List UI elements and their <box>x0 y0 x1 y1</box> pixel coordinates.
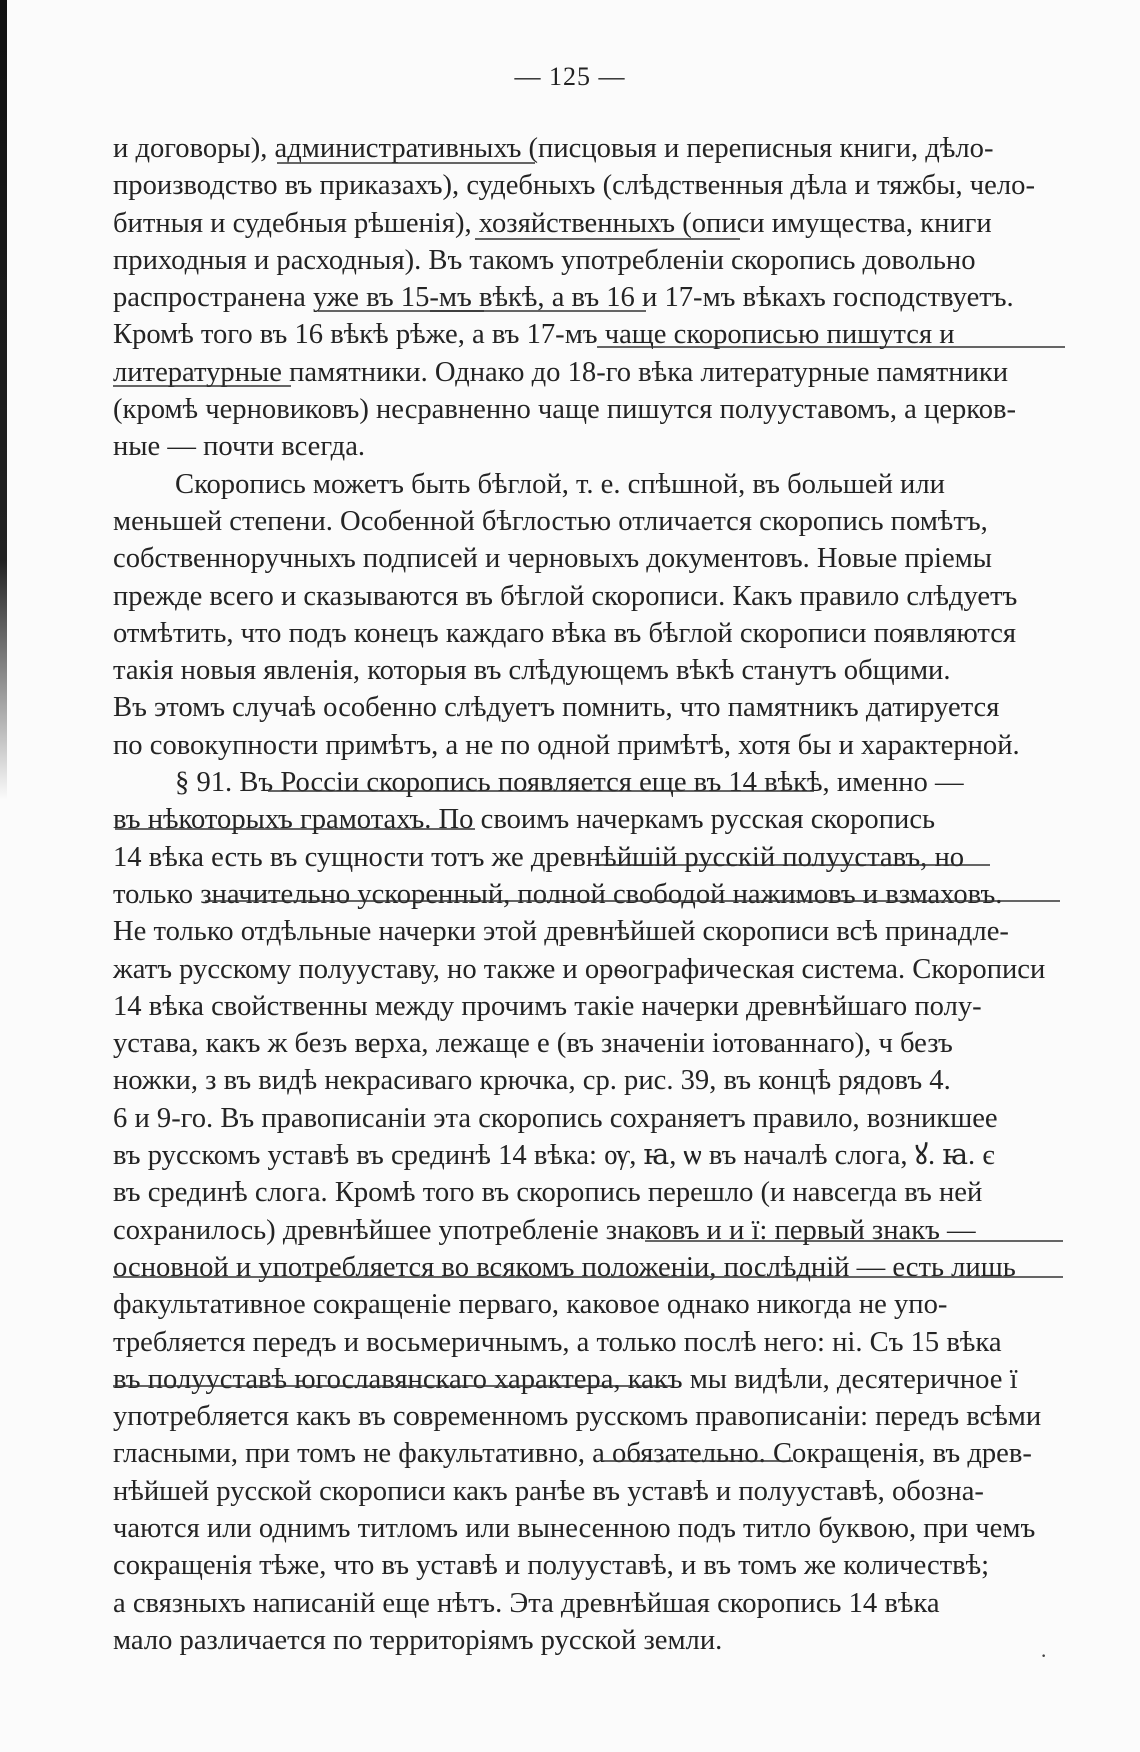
pencil-underline <box>115 828 475 830</box>
line: Въ этомъ случаѣ особенно слѣдуетъ помнить, что памятникъ датируется <box>113 692 1000 724</box>
line: распространена уже въ 15-мъ вѣкѣ, а въ 16 и 17-мъ вѣкахъ господствуетъ. <box>113 282 1014 314</box>
line: производство въ приказахъ), судебныхъ (слѣдственныя дѣла и тяжбы, чело- <box>113 170 1035 202</box>
line: ножки, з въ видѣ некрасиваго крючка, ср. рис. 39, въ концѣ рядовъ 4. <box>113 1065 951 1097</box>
scan-edge-shadow <box>0 0 7 800</box>
body-text <box>113 130 1068 1659</box>
pencil-underline <box>597 346 1065 348</box>
pencil-underline <box>277 162 535 164</box>
line: основной и употребляется во всякомъ положеніи, послѣдній — есть лишь <box>113 1251 1016 1283</box>
line: чаются или однимъ титломъ или вынесенною подъ титло буквою, при чемъ <box>113 1512 1036 1544</box>
pencil-underline <box>475 238 740 240</box>
line: а связныхъ написаній еще нѣтъ. Эта древнѣйшая скоропись 14 вѣка <box>113 1587 940 1619</box>
line: нѣйшей русской скорописи какъ ранѣе въ уставѣ и полууставѣ, обозна- <box>113 1475 984 1507</box>
pencil-underline <box>113 1276 1063 1278</box>
line: употребляется какъ въ современномъ русскомъ правописаніи: передъ всѣми <box>113 1401 1042 1433</box>
line: § 91. Въ Россіи скоропись появляется еще въ 14 вѣкѣ, именно — <box>175 767 964 799</box>
line: въ полууставѣ югославянскаго характера, какъ мы видѣли, десятеричное ї <box>113 1363 1018 1395</box>
line: гласными, при томъ не факультативно, а обязательно. Сокращенія, въ древ- <box>113 1438 1032 1470</box>
line: только значительно ускоренный, полной свободой нажимовъ и взмаховъ. <box>113 878 1003 910</box>
line: меньшей степени. Особенной бѣглостью отличается скоропись помѣтъ, <box>113 505 988 537</box>
pencil-underline <box>318 310 484 312</box>
line: прежде всего и сказываются въ бѣглой скорописи. Какъ правило слѣдуетъ <box>113 580 1018 612</box>
line: Не только отдѣльные начерки этой древнѣйшей скорописи всѣ принадле- <box>113 916 1009 948</box>
line: ные — почти всегда. <box>113 431 366 463</box>
line: устава, какъ ж безъ верха, лежаще е (въ значеніи іотованнаго), ч безъ <box>113 1028 953 1060</box>
line: въ русскомъ уставѣ въ срединѣ 14 вѣка: ѹ, ꙗ, ѡ въ началѣ слога, ꙋ. ꙗ. є <box>113 1140 995 1172</box>
line: сокращенія тѣже, что въ уставѣ и полууставѣ, и въ томъ же количествѣ; <box>113 1550 990 1582</box>
pencil-underline <box>205 900 1060 902</box>
line: такія новыя явленія, которыя въ слѣдующемъ вѣкѣ станутъ общими. <box>113 655 951 687</box>
line: въ срединѣ слога. Кромѣ того въ скоропись перешло (и навсегда въ ней <box>113 1177 983 1209</box>
line: 14 вѣка свойственны между прочимъ такіе начерки древнѣйшаго полу- <box>113 990 982 1022</box>
pencil-underline <box>603 1460 793 1462</box>
paragraph-1 <box>113 130 1068 466</box>
paragraph-2 <box>113 466 1068 764</box>
pencil-underline <box>595 864 990 866</box>
line: (кромѣ черновиковъ) несравненно чаще пишутся полууставомъ, а церков- <box>113 394 1017 426</box>
pencil-underline <box>645 1240 1063 1242</box>
line: битныя и судебныя рѣшенія), хозяйственныхъ (описи имущества, книги <box>113 207 992 239</box>
line: мало различается по территоріямъ русской земли. <box>113 1624 723 1656</box>
line: Скоропись можетъ быть бѣглой, т. е. спѣшной, въ большей или <box>175 468 945 500</box>
line: 6 и 9-го. Въ правописаніи эта скоропись сохраняетъ правило, возникшее <box>113 1102 998 1134</box>
line: сохранилось) древнѣйшее употребленіе знаковъ и и ї: первый знакъ — <box>113 1214 976 1246</box>
pencil-underline <box>268 790 814 792</box>
pencil-underline <box>113 385 291 387</box>
line: приходныя и расходныя). Въ такомъ употребленіи скоропись довольно <box>113 244 976 276</box>
line: Кромѣ того въ 16 вѣкѣ рѣже, а въ 17-мъ чаще скорописью пишутся и <box>113 319 955 351</box>
line: собственноручныхъ подписей и черновыхъ документовъ. Новые пріемы <box>113 543 992 575</box>
line: 14 вѣка есть въ сущности тотъ же древнѣйшій русскій полууставъ, но <box>113 841 965 873</box>
line: и договоры), административныхъ (писцовыя и переписныя книги, дѣло- <box>113 133 994 164</box>
line: требляется передъ и восьмеричнымъ, а только послѣ него: ні. Съ 15 вѣка <box>113 1326 1002 1358</box>
line: отмѣтить, что подъ конецъ каждаго вѣка въ бѣглой скорописи появляются <box>113 617 1017 649</box>
paragraph-3 <box>113 764 1068 1659</box>
page-number: — 125 — <box>514 62 626 91</box>
line: литературные памятники. Однако до 18-го вѣка литературные памятники <box>113 356 1009 388</box>
line: факультативное сокращеніе перваго, каковое однако никогда не упо- <box>113 1289 948 1321</box>
line: жатъ русскому полууставу, но также и орѳографическая система. Скорописи <box>113 953 1046 985</box>
line: въ нѣкоторыхъ грамотахъ. По своимъ начеркамъ русская скоропись <box>113 804 936 836</box>
ink-speck: · <box>1040 1643 1048 1668</box>
pencil-underline <box>113 1385 673 1387</box>
line: по совокупности примѣтъ, а не по одной примѣтѣ, хотя бы и характерной. <box>113 729 1020 761</box>
